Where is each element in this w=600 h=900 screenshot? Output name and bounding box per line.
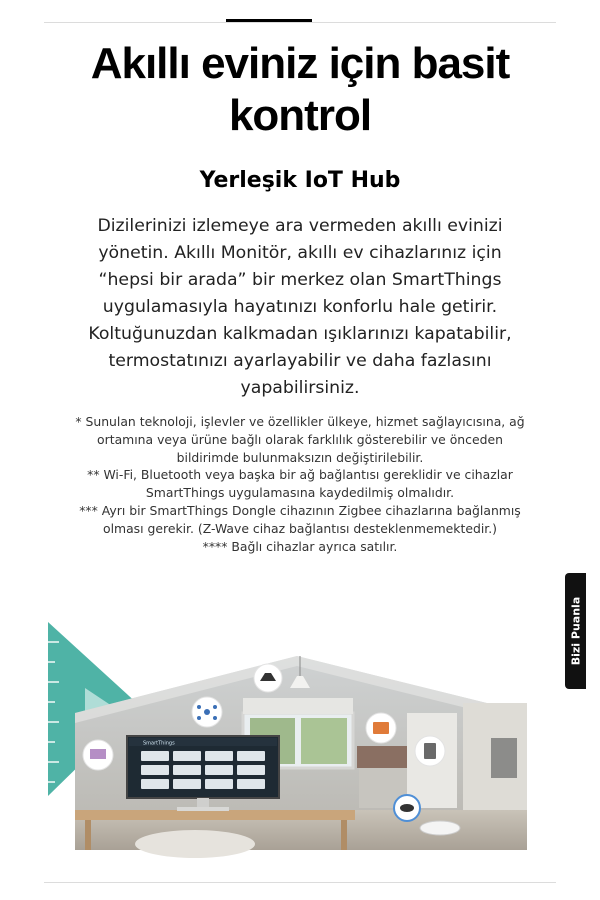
- robot-vacuum-bubble-icon: [394, 795, 420, 821]
- rate-us-tab[interactable]: [565, 573, 586, 689]
- bottom-divider: [44, 882, 556, 883]
- disclaimer-2: ** Wi-Fi, Bluetooth veya başka bir ağ bağlantısı gereklidir ve cihazlar SmartThings uygulamasına kaydedilmiş olmalıdır.: [87, 467, 513, 501]
- disclaimer-4: **** Bağlı cihazlar ayrıca satılır.: [202, 538, 398, 554]
- active-tab-indicator: [226, 19, 312, 22]
- page-title: Akıllı eviniz için basit kontrol: [90, 39, 510, 140]
- rate-us-label: Bizi Puanla: [569, 596, 582, 666]
- fridge-bubble-icon: [415, 736, 445, 766]
- monitor-bubble-icon: [83, 740, 113, 770]
- oven-bubble-icon: [366, 713, 396, 743]
- disclaimer-1: * Sunulan teknoloji, işlevler ve özellikler ülkeye, hizmet sağlayıcısına, ağ ortamına veya ürüne bağlı olarak farklılık gösterebilir ve önceden bildirimde bulunmaksızın değiştirilebilir.: [75, 414, 525, 465]
- section-subheading: Yerleşik IoT Hub: [199, 168, 401, 193]
- lamp-bubble-icon: [254, 664, 282, 692]
- disclaimer-3: *** Ayrı bir SmartThings Dongle cihazının Zigbee cihazlarına bağlanmış olması gerekir. (Z-Wave cihaz bağlantısı desteklenmemektedir.): [79, 502, 521, 536]
- description-paragraph: Dizilerinizi izlemeye ara vermeden akıllı evinizi yönetin. Akıllı Monitör, akıllı ev cihazlarınız için “hepsi bir arada” bir merkez olan SmartThings uygulamasıyla hayatınızı konforlu hale getirir. Koltuğunuzdan kalkmadan ışıklarınızı kapatabilir, termostatınızı ayarlayabilir ve daha fazlasını yapabilirsiniz.: [88, 216, 512, 398]
- disclaimer-list: [70, 413, 530, 555]
- smart-home-illustration: [45, 618, 530, 858]
- hub-network-bubble-icon: [192, 697, 222, 727]
- top-divider: [44, 22, 556, 23]
- monitor-app-title: SmartThings: [143, 740, 175, 747]
